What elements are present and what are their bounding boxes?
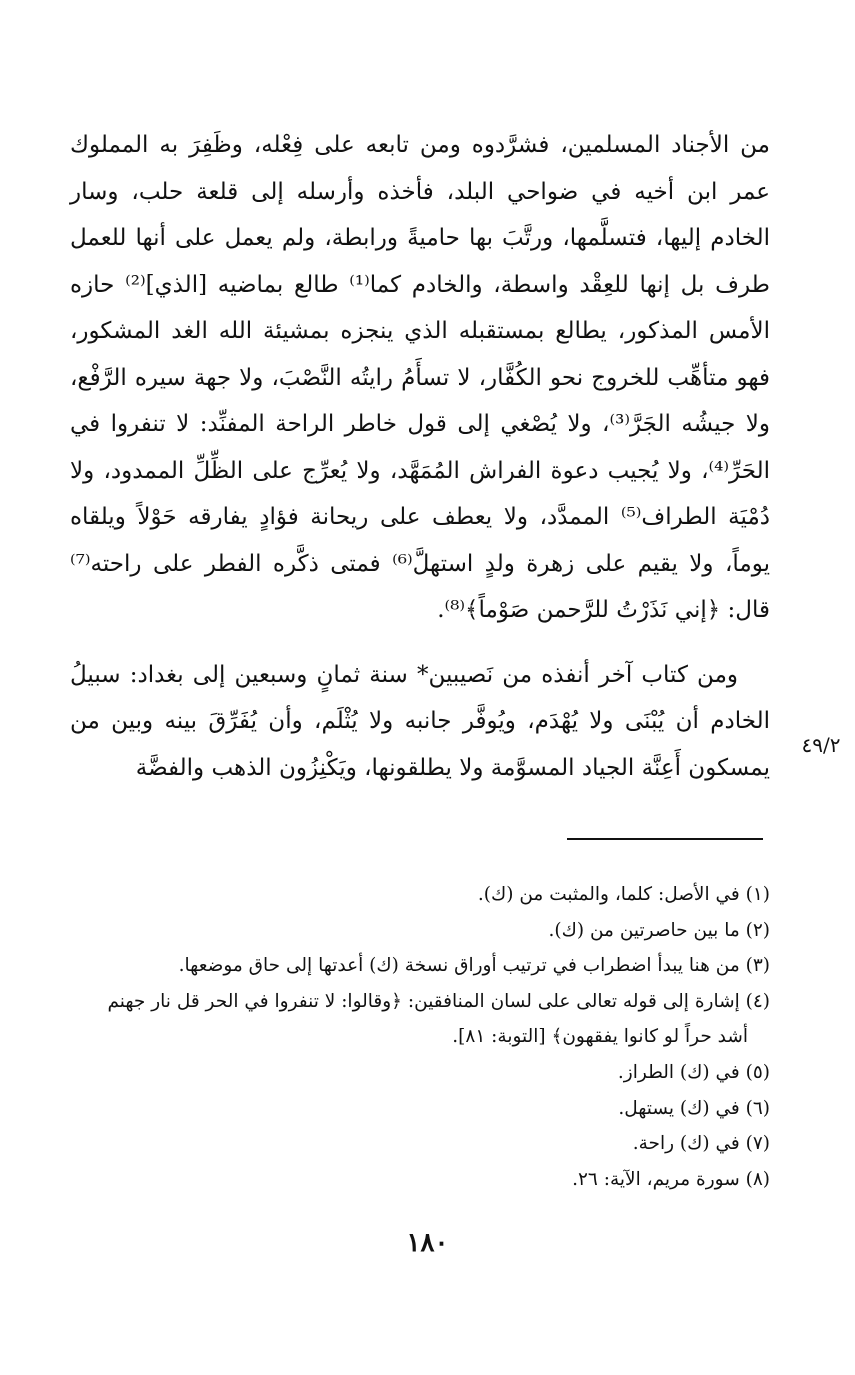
paragraph-1: من الأجناد المسلمين، فشرَّدوه ومن تابعه على فِعْله، وظَفِرَ به المملوك عمر ابن أخيه في ضواحي البلد، فأخذه وأرسله إلى قلعة حلب، وسار الخادم إليها، فتسلَّمها، ورتَّبَ بها حاميةً ورابطة، ولم يعمل على أنها للعمل طرف بل إنها للعِقْد واسطة، والخادم كما⁽¹⁾ طالع بماضيه [الذي]⁽²⁾ حازه الأمس المذكور، يطالع بمستقبله الذي ينجزه بمشيئة الله الغد المشكور، فهو متأهِّب للخروج نحو الكُفَّار، لا تسأَمُ رايتُه النَّصْبَ، ولا جهة سيره الرَّفْع، ولا جيشُه الجَرَّ⁽³⁾، ولا يُصْغي إلى قول خاطر الراحة المفنِّد: لا تنفروا في الحَرِّ⁽⁴⁾، ولا يُجيب دعوة الفراش المُمَهَّد، ولا يُعرِّج على الظِّلِّ الممدود، ولا دُمْيَة الطراف⁽⁵⁾ الممدَّد، ولا يعطف على ريحانة فؤادٍ يفارقه حَوْلاً ويلقاه يوماً، ولا يقيم على زهرة ولدٍ استهلَّ⁽⁶⁾ فمتى ذكَّره الفطر على راحته⁽⁷⁾ قال: ﴿إني نَذَرْتُ للرَّحمن صَوْماً﴾⁽⁸⁾. [70, 132, 771, 623]
page-number: ١٨٠ [406, 1228, 449, 1258]
footnote-4-continuation [70, 1019, 770, 1055]
footnote-1: (١) في الأصل: كلما، والمثبت من (ك). [477, 884, 770, 905]
footnote-2: (٢) ما بين حاصرتين من (ك). [548, 919, 770, 941]
footnote-7: (٧) في (ك) راحة. [632, 1133, 770, 1155]
footnote-8: (٨) سورة مريم، الآية: ٢٦. [572, 1168, 770, 1190]
footnote-4-continuation-text: أشد حراً لو كانوا يفقهون﴾ [التوبة: ٨١]. [452, 1026, 748, 1048]
paragraph-2: ومن كتاب آخر أنفذه من نَصيبين* سنة ثمانٍ وسبعين إلى بغداد: سبيلُ الخادم أن يُبْنَى ولا يُهْدَم، ويُوفَّر جانبه ولا يُثْلَم، وأن يُفَرِّقَ بينه وبين من يمسكون أَعِنَّة الجياد المسوَّمة ولا يطلقونها، ويَكْنِزُون الذهب والفضَّة [70, 661, 770, 781]
footnote-5: (٥) في (ك) الطراز. [617, 1061, 770, 1083]
footnote-4: (٤) إشارة إلى قوله تعالى على لسان المنافقين: ﴿وقالوا: لا تنفروا في الحر قل نار جهنم [107, 990, 770, 1012]
main-text [70, 122, 770, 791]
margin-reference: ٤٩/٢ [801, 733, 841, 757]
footnotes [70, 877, 770, 1197]
footnote-3: (٣) من هنا يبدأ اضطراب في ترتيب أوراق نسخة (ك) أعدتها إلى حاق موضعها. [178, 955, 770, 977]
footnote-separator [567, 838, 763, 840]
footnote-6: (٦) في (ك) يستهل. [618, 1097, 770, 1119]
